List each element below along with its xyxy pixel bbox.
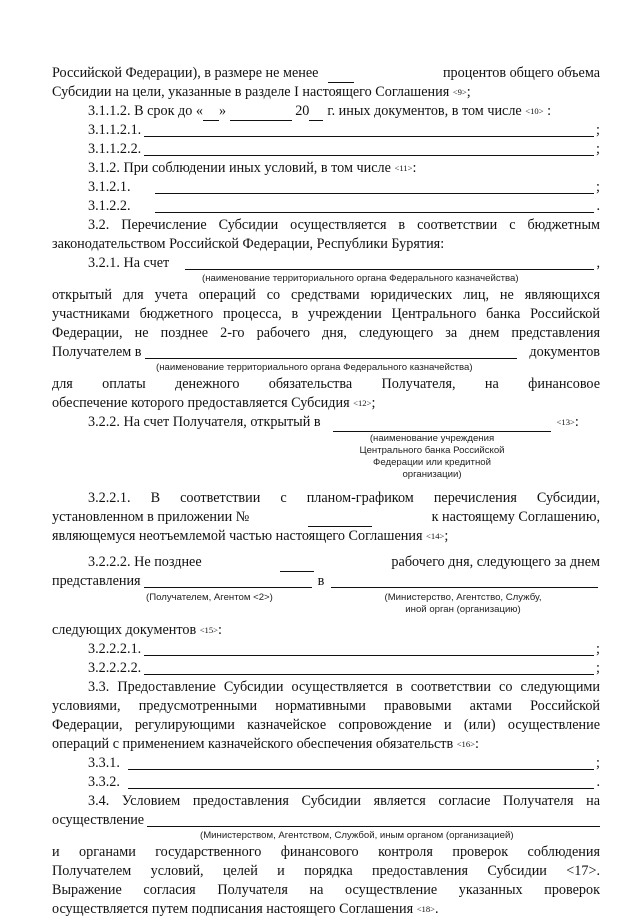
footnote-ref: <11> — [394, 163, 413, 173]
paragraph-line: участниками бюджетного процесса, в учреждении Центрального банка Российской — [52, 306, 600, 322]
item-3-1-2: 3.1.2. При соблюдении иных условий, в том числе <11> : — [88, 160, 417, 176]
section-3-4-line: 3.4. Условием предоставления Субсидии является согласие Получателя на — [88, 793, 600, 809]
item-3-3-1: 3.3.1. ; — [88, 755, 600, 771]
paragraph-line: следующих документов <15> : — [52, 622, 222, 638]
caption-block — [52, 432, 600, 482]
item-3-2-2-2-2: 3.2.2.2.2. ; — [88, 660, 600, 676]
caption-row — [52, 830, 600, 843]
paragraph-line: осуществляется путем подписания настоящего Соглашения <18> . — [52, 901, 439, 917]
footnote-ref: <10> — [525, 106, 544, 116]
field-caption: (Министерством, Агентством, Службой, иным органом (организацией) — [200, 830, 514, 841]
field-caption: (наименование учреждения — [369, 433, 495, 444]
footnote-ref: <13> — [556, 417, 575, 427]
item-3-2-1: 3.2.1. На счет , — [88, 255, 600, 271]
field-caption: организации) — [402, 469, 462, 480]
item-3-1-2-1: 3.1.2.1. ; — [88, 179, 600, 195]
appendix-number-blank[interactable] — [308, 513, 372, 527]
footnote-ref: <18> — [416, 904, 435, 914]
section-3-2-line: законодательством Российской Федерации, Республики Бурятия: — [52, 236, 445, 252]
footnote-ref: <14> — [426, 531, 445, 541]
fill-line[interactable] — [144, 642, 594, 656]
paragraph-line: представления в — [52, 572, 600, 591]
year-blank[interactable] — [309, 107, 323, 121]
caption-row — [52, 273, 600, 286]
fill-line[interactable] — [185, 256, 594, 270]
footnote-ref: <12> — [353, 398, 372, 408]
fill-line[interactable] — [144, 142, 594, 156]
footnote-ref: <15> — [199, 625, 218, 635]
days-blank[interactable] — [280, 558, 314, 572]
item-3-3-2: 3.3.2. . — [88, 774, 600, 790]
paragraph-line: установленном в приложении № к настоящему Соглашению, — [52, 509, 600, 525]
item-3-1-1-2: 3.1.1.2. В срок до « » 20 г. иных документов, в том числе <10> : — [88, 103, 552, 119]
item-3-1-1-2-1: 3.1.1.2.1. ; — [88, 122, 600, 138]
caption-block — [52, 591, 600, 621]
section-3-3-line: 3.3. Предоставление Субсидии осуществляется в соответствии со следующими — [88, 679, 600, 695]
fill-line[interactable] — [331, 574, 598, 588]
caption-row — [52, 362, 600, 375]
paragraph-line: условиями, предусмотренными нормативными правовыми актами Российской — [52, 698, 600, 714]
field-caption: (Министерство, Агентство, Службу, — [384, 592, 542, 603]
field-caption: Федерации или кредитной — [373, 457, 491, 468]
paragraph-line: Получателем в документов — [52, 344, 600, 360]
agreement-page — [52, 64, 600, 919]
paragraph-line: операций с применением казначейского обеспечения обязательств <16> : — [52, 736, 479, 752]
bank-blank[interactable] — [333, 418, 551, 432]
field-caption: Центрального банка Российской — [359, 445, 505, 456]
fill-line[interactable] — [147, 813, 600, 827]
paragraph-line: Федерации, не позднее 2-го рабочего дня, следующего за днем представления — [52, 325, 600, 341]
paragraph-line: открытый для учета операций со средствами юридических лиц, не являющихся — [52, 287, 600, 303]
paragraph-line: Субсидии на цели, указанные в разделе I настоящего Соглашения <9> ; — [52, 84, 471, 100]
paragraph-line: Выражение согласия Получателя на осуществление указанных проверок — [52, 882, 600, 898]
month-blank[interactable] — [230, 107, 292, 121]
field-caption: (наименование территориального органа Федерального казначейства) — [202, 273, 519, 284]
fill-line[interactable] — [145, 345, 518, 359]
fill-line[interactable] — [128, 775, 595, 789]
fill-line[interactable] — [144, 574, 312, 588]
paragraph-line: обеспечение которого предоставляется Субсидия <12> ; — [52, 395, 376, 411]
section-3-2-line: 3.2. Перечисление Субсидии осуществляется в соответствии с бюджетным — [88, 217, 600, 233]
fill-line[interactable] — [144, 661, 594, 675]
item-3-1-1-2-2: 3.1.1.2.2. ; — [88, 141, 600, 157]
footnote-ref: <16> — [456, 739, 475, 749]
paragraph-line: 3.2.2.1. В соответствии с планом-графиком перечисления Субсидии, — [88, 490, 600, 506]
paragraph-line: являющемуся неотъемлемой частью настоящего Соглашения <14> ; — [52, 528, 449, 544]
item-3-2-2-2: 3.2.2.2. Не позднее рабочего дня, следующего за днем — [88, 554, 600, 570]
item-3-2-2: 3.2.2. На счет Получателя, открытый в <13> : — [88, 414, 579, 430]
day-blank[interactable] — [203, 107, 219, 121]
fill-line[interactable] — [144, 123, 594, 137]
field-caption: (Получателем, Агентом <2>) — [146, 592, 273, 603]
field-caption: иной орган (организацию) — [405, 604, 521, 615]
paragraph-line: осуществление — [52, 811, 600, 830]
fill-line[interactable] — [128, 756, 594, 770]
footnote-ref: <9> — [452, 87, 467, 97]
paragraph-line: Федерации, регулирующими казначейское сопровождение и (или) осуществление — [52, 717, 600, 733]
fill-line[interactable] — [155, 180, 594, 194]
paragraph-line: Получателем условий, целей и порядка предоставления Субсидии <17>. — [52, 863, 600, 879]
field-caption: (наименование территориального органа Федерального казначейства) — [156, 362, 473, 373]
fill-line[interactable] — [155, 199, 595, 213]
paragraph-line: Российской Федерации), в размере не менее процентов общего объема — [52, 65, 600, 81]
paragraph-line: для оплаты денежного обязательства Получателя, на финансовое — [52, 376, 600, 392]
percent-blank[interactable] — [328, 69, 354, 83]
item-3-1-2-2: 3.1.2.2. . — [88, 198, 600, 214]
item-3-2-2-2-1: 3.2.2.2.1. ; — [88, 641, 600, 657]
paragraph-line: и органами государственного финансового контроля проверок соблюдения — [52, 844, 600, 860]
